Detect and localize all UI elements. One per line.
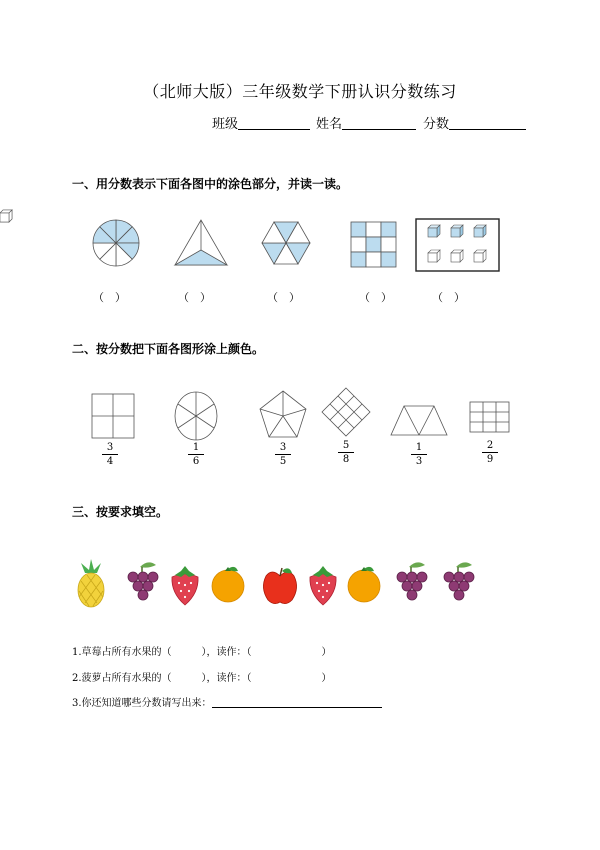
section2-figures [0,380,600,450]
answer-blank-4[interactable]: （ ） [359,291,392,304]
rect-ninths-figure [470,402,509,432]
fraction-4-num: 5 [342,440,350,451]
score-field [423,113,526,132]
grapes-icon [128,562,158,600]
question-3 [72,694,382,709]
fraction-2-den: 6 [192,456,200,467]
score-label: 分数 [423,117,450,132]
fraction-5-den: 3 [415,456,423,467]
rhombus-grid-figure [322,388,370,436]
fraction-3-num: 3 [279,442,287,453]
fraction-1-num: 3 [106,442,114,453]
question-3-text: 3.你还知道哪些分数请写出来： [72,698,212,709]
section1-figures [0,210,600,290]
section1-heading: 一、用分数表示下面各图中的涂色部分，并读一读。 [72,177,349,191]
section2-heading: 二、按分数把下面各图形涂上颜色。 [72,342,265,356]
fruit-row [0,555,600,615]
score-blank[interactable] [449,116,526,130]
grid-ninths-figure [351,222,396,267]
fraction-2 [186,442,206,467]
trapezoid-thirds-figure [391,406,447,435]
name-blank[interactable] [342,116,416,130]
triangle-thirds-figure [175,220,227,265]
question-3-blank[interactable] [212,697,382,708]
square-quarters-figure [92,394,134,438]
fraction-1-den: 4 [106,456,114,467]
fraction-2-num: 1 [192,442,200,453]
strawberry-icon [310,566,336,605]
fraction-6 [480,440,500,465]
circle-eighths-figure [93,220,139,266]
fraction-6-num: 2 [486,440,494,451]
page-title: （北师大版）三年级数学下册认识分数练习 [143,82,457,101]
grapes-icon [444,562,474,600]
class-blank[interactable] [238,116,310,130]
class-label: 班级 [212,117,239,132]
class-field [212,113,310,132]
fraction-4-den: 8 [342,454,350,465]
pentagon-fifths-figure [260,391,306,437]
hexagon-sixths-figure [262,222,310,264]
fraction-1 [100,442,120,467]
name-label: 姓名 [316,117,343,132]
strawberry-icon [172,566,198,605]
fraction-6-den: 9 [486,454,494,465]
cubes-figure [0,210,499,271]
apple-icon [263,568,296,604]
orange-icon [212,567,244,602]
name-field [316,113,416,132]
answer-blank-2[interactable]: （ ） [178,291,211,304]
answer-blank-3[interactable]: （ ） [267,291,300,304]
fraction-5 [409,442,429,467]
pineapple-icon [78,559,104,607]
fraction-3-den: 5 [279,456,287,467]
fraction-5-num: 1 [415,442,423,453]
grapes-icon [397,562,427,600]
answer-blank-5[interactable]: （ ） [432,291,465,304]
question-1: 1.草莓占所有水果的（ ），读作：（ ） [72,647,332,658]
fraction-3 [273,442,293,467]
orange-icon [348,567,380,602]
fraction-4 [336,440,356,465]
oval-sixths-figure [175,392,217,440]
answer-blank-1[interactable]: （ ） [93,291,126,304]
question-2: 2.菠萝占所有水果的（ ），读作：（ ） [72,673,332,684]
section3-heading: 三、按要求填空。 [72,505,169,519]
